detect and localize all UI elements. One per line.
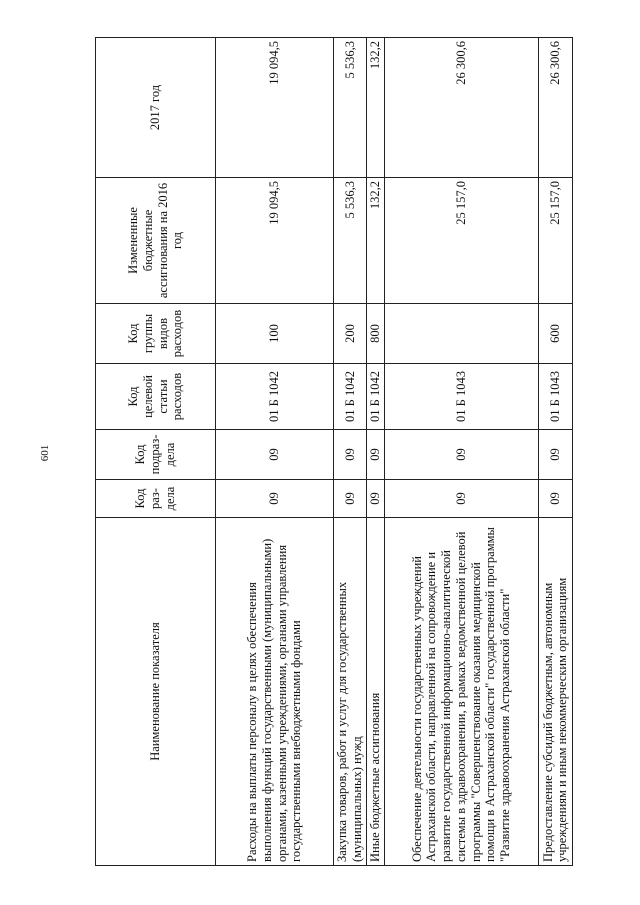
cell-vid: 100 xyxy=(216,304,334,364)
document-table-frame xyxy=(95,38,570,866)
cell-vid: 800 xyxy=(367,304,385,364)
cell-vid: 600 xyxy=(538,304,572,364)
cell-vid xyxy=(384,304,538,364)
cell-podrazdel: 09 xyxy=(538,430,572,480)
cell-izmenennye: 25 157,0 xyxy=(538,178,572,304)
cell-izmenennye: 5 536,3 xyxy=(334,178,367,304)
header-celevaya: Код целевой статьи расходов xyxy=(96,364,216,430)
cell-2017: 5 536,3 xyxy=(334,38,367,178)
cell-name: Закупка товаров, работ и услуг для государственных (муниципальных) нужд xyxy=(334,518,367,866)
cell-celevaya: 01 Б 1042 xyxy=(334,364,367,430)
cell-podrazdel: 09 xyxy=(334,430,367,480)
cell-razdel: 09 xyxy=(384,480,538,518)
cell-podrazdel: 09 xyxy=(367,430,385,480)
cell-name: Расходы на выплаты персоналу в целях обеспечения выполнения функций государственными (муниципальными) органами, казенными учреждениями, органами управления государственными внебюджетными фондами xyxy=(216,518,334,866)
cell-celevaya: 01 Б 1042 xyxy=(367,364,385,430)
table-row xyxy=(367,38,385,866)
cell-celevaya: 01 Б 1043 xyxy=(538,364,572,430)
cell-2017: 132,2 xyxy=(367,38,385,178)
cell-podrazdel: 09 xyxy=(384,430,538,480)
cell-2017: 19 094,5 xyxy=(216,38,334,178)
cell-name: Иные бюджетные ассигнования xyxy=(367,518,385,866)
table-row xyxy=(538,38,572,866)
cell-podrazdel: 09 xyxy=(216,430,334,480)
header-razdel: Код раз-дела xyxy=(96,480,216,518)
cell-2017: 26 300,6 xyxy=(538,38,572,178)
header-name: Наименование показателя xyxy=(96,518,216,866)
cell-razdel: 09 xyxy=(538,480,572,518)
cell-celevaya: 01 Б 1043 xyxy=(384,364,538,430)
table-row xyxy=(384,38,538,866)
table-row xyxy=(334,38,367,866)
cell-izmenennye: 132,2 xyxy=(367,178,385,304)
cell-name: Предоставление субсидий бюджетным, автономным учреждениям и иным некоммерческим организациям xyxy=(538,518,572,866)
cell-izmenennye: 19 094,5 xyxy=(216,178,334,304)
page-number: 601 xyxy=(39,444,51,462)
table-header-row xyxy=(96,38,216,866)
table-row xyxy=(216,38,334,866)
cell-izmenennye: 25 157,0 xyxy=(384,178,538,304)
cell-razdel: 09 xyxy=(216,480,334,518)
cell-celevaya: 01 Б 1042 xyxy=(216,364,334,430)
header-vid: Код группы видов расходов xyxy=(96,304,216,364)
rotated-page-content xyxy=(95,38,570,866)
cell-name: Обеспечение деятельности государственных учреждений Астраханской области, направленной на сопровождение и развитие государственной информационно-аналитической системы в здравоохранении, в рамках ведомственной целевой программы "Совершенствование оказания медицинской помощи в Астраханской области" государственной программы "Развитие здравоохранения Астраханской области" xyxy=(384,518,538,866)
cell-2017: 26 300,6 xyxy=(384,38,538,178)
cell-razdel: 09 xyxy=(367,480,385,518)
header-2017: 2017 год xyxy=(96,38,216,178)
cell-vid: 200 xyxy=(334,304,367,364)
header-izmenennye: Измененные бюджетные ассигнования на 2016 год xyxy=(96,178,216,304)
header-podrazdel: Код подраз-дела xyxy=(96,430,216,480)
budget-table xyxy=(95,37,573,866)
cell-razdel: 09 xyxy=(334,480,367,518)
